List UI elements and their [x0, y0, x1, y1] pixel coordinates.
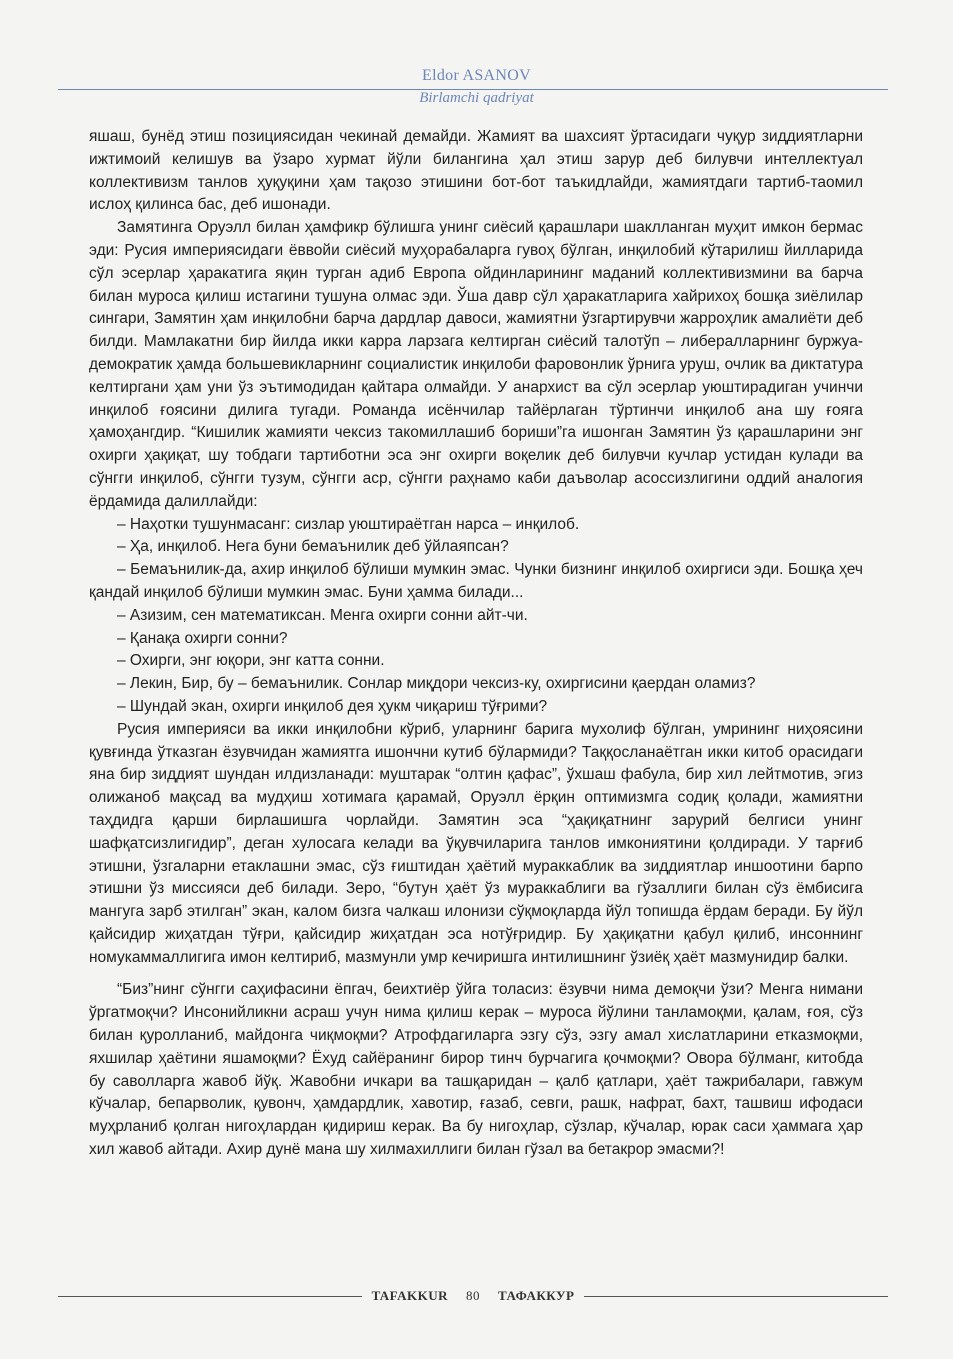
footer-title-cyrillic: ТАФАККУР — [498, 1288, 575, 1303]
dialogue-line: – Ҳа, инқилоб. Нега буни бемаънилик деб ўйлаяпсан? — [117, 538, 509, 556]
dialogue-line: – Бемаънилик-да, ахир инқилоб бўлиши мумкин эмас. Чунки бизнинг инқилоб охиргиси эди. Бошқа ҳеч қандай инқилоб бўлиши мумкин эмас. Буни ҳамма билади... — [89, 561, 863, 601]
footer-rule-right — [584, 1296, 888, 1297]
dialogue-line: – Шундай экан, охирги инқилоб дея ҳукм чиқариш тўғрими? — [117, 697, 548, 715]
footer-title-latin: TAFAKKUR — [371, 1288, 449, 1303]
article-body — [89, 126, 863, 1162]
paragraph: Замятинга Оруэлл билан ҳамфикр бўлишга унинг сиёсий қарашлари шаклланган муҳит имкон бермас эди: Русия империясидаги ёввойи сиёсий муҳорабаларга гувоҳ бўлган, инқилобий кўтарилиш йилларида сўл эсерлар ҳаракатига яқин турган адиб Европа ойдинларининг маданий коллективизмини ва барча билан муроса қилиш истагини тушуна олмас эди. Ўша давр сўл ҳаракатларига хайрихоҳ бошқа зиёлилар сингари, Замятин ҳам инқилобни барча дардлар давоси, жамиятни ўзгартирувчи жарроҳлик амалиёти деб билди. Мамлакатни бир йилда икки карра ларзага келтирган сиёсий талотўп – либералларнинг буржуа-демократик ҳамда большевикларнинг социалистик инқилоби фаровонлик ўрнига уруш, очлик ва диктатура келтиргани ҳам уни ўз эътимодидан қайтара олмайди. У анархист ва сўл эсерлар уюштирадиган учинчи инқилоб ғоясини дилига тугади. Романда исёнчилар тайёрлаган тўртинчи инқилоб ана шу ғояга ҳамоҳангдир. “Кишилик жамияти чексиз такомиллашиб бориши”га ишонган Замятин ўз қарашларини энг охирги ҳақиқат, шу тобдаги тартиботни эса энг охирги воқелик деб билувчи кучлар устидан кулади ва сўнгги инқилоб, сўнгги тузум, сўнгги аср, сўнгги раҳнамо каби даъволар асоссизлигини оддий аналогия ёрдамида далиллайди: — [89, 219, 863, 510]
paragraph: “Биз”нинг сўнгги саҳифасини ёпгач, беихтиёр ўйга толасиз: ёзувчи нима демоқчи ўзи? Менга нимани ўргатмоқчи? Инсонийликни асраш учун нима қилиш керак – муроса йўлини танламоқми, қалам, ғоя, сўз билан қуролланиб, майдонга чиқмоқми? Атрофдагиларга эзгу сўз, эзгу амал хислатларини етказмоқми, яхшилар ҳаётини яшамоқми? Ёхуд сайёранинг бирор тинч бурчагига қочмоқми? Овора бўлманг, китобда бу саволларга жавоб йўқ. Жавобни ичкари ва ташқаридан – қалб қатлари, ҳаёт тажрибалари, гавжум кўчалар, бепарволик, қувонч, ҳамдардлик, хавотир, ғазаб, севги, рашк, нафрат, бахт, ташвиш ифодаси муҳрланиб қолган нигоҳлардан қидириш керак. Ва бу нигоҳлар, сўзлар, кўчалар, юрак саси ҳаммага ҳар хил жавоб айтади. Ахир дунё мана шу хилмахиллиги билан гўзал ва бетакрор эмасми?! — [89, 981, 863, 1159]
dialogue-line: – Қанақа охирги сонни? — [117, 629, 288, 647]
header-author: Eldor ASANOV — [422, 67, 531, 84]
dialogue-line: – Охирги, энг юқори, энг катта сонни. — [117, 652, 385, 670]
paragraph: яшаш, бунёд этиш позициясидан чекинай демайди. Жамият ва шахсият ўртасидаги чуқур зиддиятларни ижтимоий келишув ва ўзаро хурмат йўли билангина ҳал этиш зарур деб билувчи интеллектуал коллективизм танлов ҳуқуқини ҳам тақозо этишини бот-бот таъкидлайди, жамиятдаги тартиб-таомил ислоҳ қилинса бас, деб ишонади. — [89, 128, 863, 214]
header-subtitle: Birlamchi qadriyat — [419, 90, 534, 106]
dialogue-line: – Лекин, Бир, бу – бемаънилик. Сонлар миқдори чексиз-ку, охиргисини қаердан оламиз? — [117, 675, 756, 693]
footer-rule-left — [58, 1296, 362, 1297]
dialogue-line: – Наҳотки тушунмасанг: сизлар уюштираётган нарса – инқилоб. — [117, 515, 580, 533]
paragraph: Русия империяси ва икки инқилобни кўриб, уларнинг барига мухолиф бўлган, умрининг ниҳоясини қувғинда ўтказган ёзувчидан жамиятга ишончни кутиб бўлармиди? Таққосланаётган икки китоб орасидаги яна бир зиддият шундан илдизланади: муштарак “олтин қафас”, ўхшаш фабула, бир хил лейтмотив, эгиз олижаноб мақсад ва мудҳиш хотимага қарамай, Оруэлл ёрқин оптимизмга содиқ қолади, жамиятни таҳдидга қарши бирлашишга чорлайди. Замятин эса “ҳақиқатнинг зарурий белгиси унинг шафқатсизлигидир”, деган хулосага келади ва ўқувчиларига танлов имкониятини қолдиради. У тарғиб этишни, ўзгаларни етаклашни эмас, сўз ғиштидан ҳаётий мураккаблик ва зиддиятлар иншоотини барпо этишни ўз миссияси деб билади. Зеро, “бутун ҳаёт ўз мураккаблиги ва гўзаллиги билан сўз ёмбисига мангуга зарб этилган” экан, калом бизга чалкаш илонизи сўқмоқларда йўл топишда ёрдам беради. Бу йўл қайсидир жиҳатдан тўғри, қайсидир жиҳатдан эса нотўғридир. Бу ҳақиқатни қабул қилиб, инсоннинг номукаммаллигига имон келтириб, мазмунли умр кечиришга интилишнинг ўзиёқ ҳаёт мазмунидир балки. — [89, 720, 863, 966]
header-rule — [58, 89, 888, 90]
page-number: 80 — [466, 1288, 481, 1303]
running-header — [0, 66, 953, 107]
running-footer — [58, 1287, 888, 1305]
dialogue-line: – Азизим, сен математиксан. Менга охирги сонни айт-чи. — [117, 606, 528, 624]
